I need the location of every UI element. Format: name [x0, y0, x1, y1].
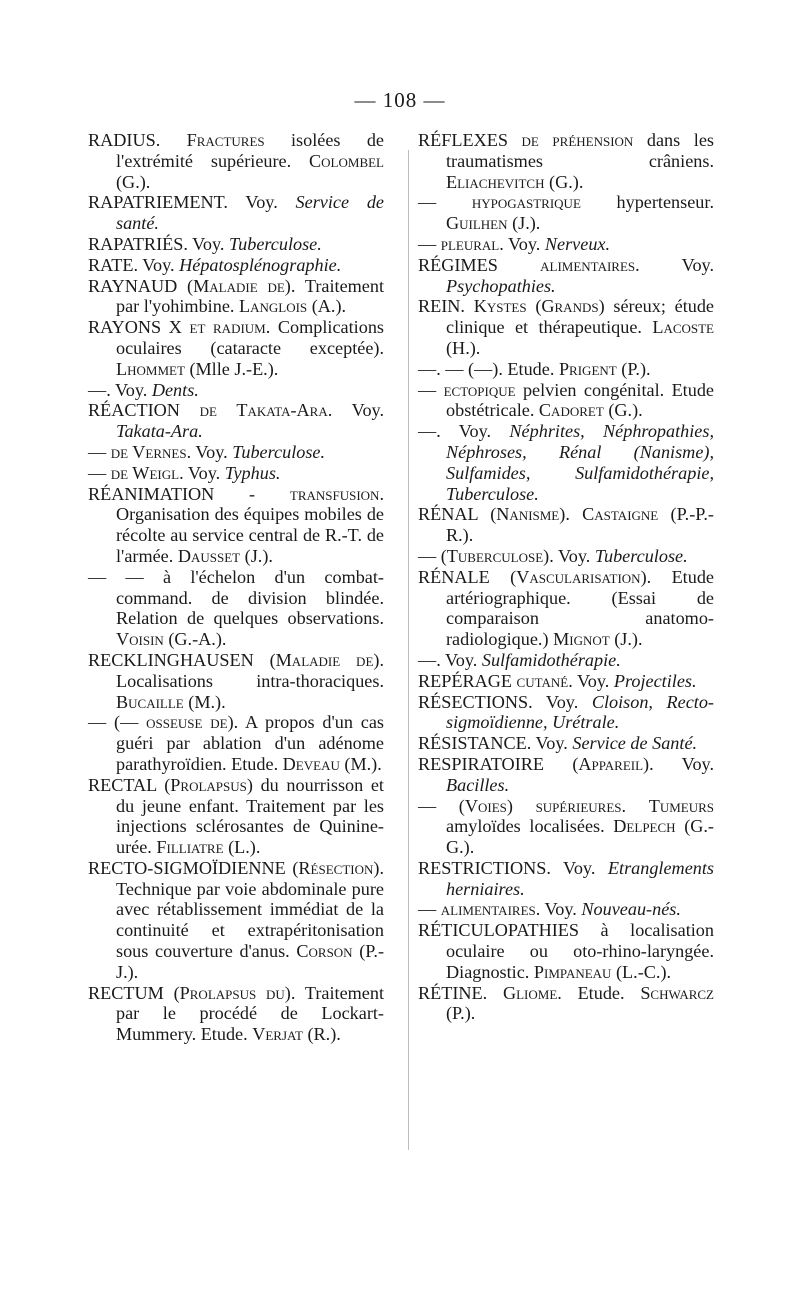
entry-text: osseuse de: [146, 712, 228, 733]
entry-text: séreux; étude clinique et thérapeutique.: [446, 296, 715, 338]
entry-text: RÉNALE (: [418, 566, 517, 587]
entry-text: Tuberculose.: [594, 545, 688, 566]
index-entry: [88, 442, 384, 463]
entry-text: ectopique: [443, 379, 516, 400]
entry-text: isolées de l'extrémité supérieure.: [116, 130, 384, 171]
index-entry: [88, 484, 384, 567]
entry-text: RECKLINGHAUSEN (: [88, 649, 276, 670]
entry-text: RATE. Voy.: [88, 254, 180, 275]
entry-text: —: [418, 192, 472, 213]
entry-text: Corson: [296, 941, 353, 962]
index-entry: [418, 234, 714, 255]
entry-text: Tuberculose: [446, 545, 544, 566]
entry-text: RESPIRATOIRE (: [418, 753, 579, 774]
entry-text: (Mlle J.-E.).: [184, 358, 279, 379]
entry-text: Dents.: [151, 379, 199, 400]
left-column: [88, 130, 384, 1045]
index-entry: [418, 380, 714, 422]
entry-text: Voisin: [116, 629, 164, 650]
index-entry: [418, 858, 714, 900]
entry-text: . Etude.: [557, 982, 641, 1003]
index-entry: [418, 920, 714, 982]
entry-text: (G.-A.).: [163, 629, 227, 650]
entry-text: Nerveux.: [544, 233, 611, 254]
index-entry: [88, 463, 384, 484]
entry-text: transfusion: [289, 483, 380, 504]
entry-text: . Voy.: [179, 462, 225, 483]
entry-text: — (: [418, 795, 465, 816]
entry-text: RECTO-SIGMOÏDIENNE (: [88, 857, 299, 878]
index-entry: [418, 421, 714, 504]
entry-text: RADIUS.: [88, 130, 187, 150]
entry-text: Service de Santé.: [572, 733, 698, 754]
index-entry: [88, 130, 384, 192]
entry-text: RAYNAUD (: [88, 275, 194, 296]
entry-text: (P.-J.).: [116, 941, 385, 982]
entry-text: . Voy.: [186, 441, 233, 462]
entry-text: (G.).: [544, 171, 584, 192]
entry-text: (L.-C.).: [611, 961, 672, 982]
entry-text: supérieures: [535, 795, 622, 816]
entry-text: Bucaille: [116, 691, 184, 712]
entry-text: RÉTINE.: [418, 982, 503, 1003]
entry-text: de Vernes: [110, 441, 187, 462]
entry-text: ) du nourrisson et du jeune enfant. Traitement par les injections sclérosantes de Quinine-urée.: [116, 774, 384, 858]
index-entry: [88, 192, 384, 234]
entry-text: dans les traumatismes crâniens.: [446, 130, 714, 171]
entry-text: —: [418, 379, 444, 400]
entry-text: ). A propos d'un cas guéri par ablation d'un adénome parathyroïdien. Etude.: [116, 712, 384, 774]
entry-text: Prolapsus du: [179, 982, 285, 1003]
entry-text: Tumeurs: [648, 795, 714, 816]
index-entry: [88, 276, 384, 318]
entry-text: Verjat: [252, 1024, 303, 1045]
entry-text: RAYONS X: [88, 317, 190, 338]
entry-text: alimentaires: [540, 254, 636, 275]
entry-text: Etranglements herniaires.: [446, 857, 714, 899]
entry-text: Guilhen: [446, 213, 508, 234]
entry-text: —. Voy.: [418, 649, 482, 670]
index-entry: [418, 296, 714, 358]
entry-text: RÉSECTIONS. Voy.: [418, 691, 592, 712]
entry-text: RECTAL (: [88, 774, 171, 795]
index-entry: [418, 983, 714, 1025]
entry-text: ).: [559, 504, 583, 525]
entry-text: . Voy.: [499, 233, 545, 254]
entry-text: RÉANIMATION -: [88, 483, 290, 504]
entry-text: (G.).: [116, 171, 151, 192]
index-entry: [418, 754, 714, 796]
entry-text: Service de santé.: [116, 192, 384, 234]
entry-text: Deveau: [282, 753, 340, 774]
entry-text: Voies: [464, 795, 507, 816]
entry-text: Lacoste: [652, 317, 714, 338]
index-entry: [88, 650, 384, 712]
entry-text: RÉTICULOPATHIES à localisation oculaire ou oto-rhino-laryngée. Diagnostic.: [418, 920, 714, 982]
entry-text: RÉGIMES: [418, 254, 541, 275]
index-entry: [418, 899, 714, 920]
entry-text: Vascularisation: [516, 566, 641, 587]
entry-text: RAPATRIEMENT. Voy.: [88, 192, 296, 213]
entry-text: —. — (—). Etude.: [418, 358, 559, 379]
entry-text: Néphrites, Néphropathies, Néphroses, Rénal (Nanisme), Sulfamides, Sulfamidothérapie, Tuberculose.: [446, 421, 714, 504]
entry-text: Delpech: [613, 816, 676, 837]
entry-text: (G.-G.).: [446, 816, 714, 858]
entry-text: ). Voy.: [643, 753, 714, 774]
entry-text: cutané: [516, 670, 569, 691]
entry-text: hypertenseur.: [580, 192, 714, 213]
entry-text: Résection: [298, 857, 374, 878]
entry-text: Dausset: [177, 545, 241, 566]
entry-text: Tuberculose.: [229, 233, 322, 254]
entry-text: ). Technique par voie abdominale pure avec rétablissement immédiat de la continuité et extrapéritonisation sous couverture d'anus.: [116, 857, 384, 962]
entry-text: (P.).: [446, 1003, 476, 1024]
entry-text: (M.).: [339, 753, 382, 774]
column-divider: [408, 150, 409, 1150]
entry-text: (J.).: [507, 213, 541, 234]
entry-text: (L.).: [223, 837, 261, 858]
entry-text: pleural: [440, 233, 500, 254]
entry-text: Bacilles.: [446, 774, 510, 795]
entry-text: —: [418, 899, 441, 920]
index-entry: [418, 796, 714, 858]
entry-text: — (—: [88, 712, 147, 733]
entry-text: (H.).: [446, 337, 481, 358]
entry-text: Colombel: [309, 150, 384, 171]
entry-text: . Complications oculaires (cataracte exceptée).: [116, 317, 384, 358]
entry-text: (P.).: [616, 358, 651, 379]
entry-text: —: [418, 233, 441, 254]
entry-text: RÉACTION: [88, 400, 200, 421]
page-number: — 108 —: [354, 88, 446, 112]
entry-text: Prolapsus: [170, 774, 247, 795]
entry-text: amyloïdes localisées.: [446, 816, 614, 837]
entry-text: Pimpaneau: [533, 961, 612, 982]
entry-text: RÉSISTANCE. Voy.: [418, 733, 573, 754]
entry-text: (J.).: [609, 629, 643, 650]
index-entry: [88, 712, 384, 774]
entry-text: RESTRICTIONS. Voy.: [418, 857, 608, 878]
entry-text: REPÉRAGE: [418, 670, 517, 691]
index-entry: [88, 983, 384, 1045]
index-entry: [418, 130, 714, 192]
entry-text: Tuberculose.: [232, 441, 326, 462]
index-entry: [418, 359, 714, 380]
entry-text: Projectiles.: [613, 670, 697, 691]
index-entry: [418, 692, 714, 734]
entry-text: RAPATRIÉS. Voy.: [88, 233, 230, 254]
entry-text: Maladie de: [193, 275, 285, 296]
entry-text: Castaigne: [582, 504, 659, 525]
entry-text: (G.).: [603, 400, 643, 421]
index-entry: [88, 567, 384, 650]
index-entry: [88, 234, 384, 255]
entry-text: (R.).: [302, 1024, 341, 1045]
entry-text: Nanisme: [496, 504, 560, 525]
entry-text: (J.).: [240, 545, 273, 566]
entry-text: RÉFLEXES: [418, 130, 522, 150]
entry-text: . Voy.: [327, 400, 384, 421]
entry-text: ). Traitement par l'yohimbine.: [116, 275, 385, 317]
entry-text: ). Localisations intra-thoraciques.: [116, 649, 384, 691]
entry-text: Langlois: [239, 296, 308, 317]
entry-text: Gliome: [502, 982, 558, 1003]
entry-text: Fractures: [186, 130, 265, 150]
right-column: [418, 130, 714, 1024]
entry-text: —: [88, 462, 111, 483]
index-entry: [418, 733, 714, 754]
entry-text: Kystes (Grands): [473, 296, 605, 317]
index-entry: [88, 380, 384, 401]
index-entry: [418, 671, 714, 692]
entry-text: —. Voy.: [88, 379, 152, 400]
index-entry: [418, 650, 714, 671]
entry-text: Prigent: [558, 358, 617, 379]
entry-text: ). Etude artériographique. (Essai de comparaison anatomo-radiologique.): [446, 566, 714, 650]
entry-text: — — à l'échelon d'un combat-command. de division blindée. Relation de quelques observations.: [88, 566, 384, 629]
entry-text: . Voy.: [535, 899, 582, 920]
entry-text: ). Voy.: [543, 545, 595, 566]
entry-text: de Weigl: [110, 462, 180, 483]
entry-text: RECTUM (: [88, 982, 180, 1003]
index-entry: [88, 400, 384, 442]
entry-text: Schwarcz: [640, 982, 714, 1003]
entry-text: Appareil: [578, 753, 644, 774]
entry-text: hypogastrique: [471, 192, 581, 213]
entry-text: . Voy.: [635, 254, 714, 275]
entry-text: alimentaires: [440, 899, 536, 920]
index-entry: [88, 255, 384, 276]
entry-text: Psychopathies.: [446, 275, 556, 296]
entry-text: Hépatosplénographie.: [179, 254, 342, 275]
entry-text: . Voy.: [568, 670, 614, 691]
entry-text: . Organisation des équipes mobiles de récolte au service central de R.-T. de l'armée.: [116, 483, 384, 566]
entry-text: ). Traitement par le procédé de Lockart-Mummery. Etude.: [116, 982, 385, 1045]
index-entry: [418, 504, 714, 546]
entry-text: Typhus.: [224, 462, 281, 483]
entry-text: Cadoret: [538, 400, 604, 421]
entry-text: de Takata-Ara: [199, 400, 328, 421]
entry-text: et radium: [189, 317, 266, 338]
index-entry: [418, 255, 714, 297]
entry-text: —. Voy.: [418, 421, 510, 442]
entry-text: —: [88, 441, 111, 462]
entry-text: Mignot: [553, 629, 610, 650]
entry-text: REIN.: [418, 296, 474, 317]
entry-text: Eliachevitch: [446, 171, 545, 192]
entry-text: Cloison, Recto-sigmoïdienne, Urétrale.: [446, 691, 714, 733]
entry-text: — (: [418, 545, 447, 566]
index-entry: [88, 775, 384, 858]
entry-text: Lhommet: [116, 358, 185, 379]
index-entry: [88, 317, 384, 379]
entry-text: Sulfamidothérapie.: [481, 649, 621, 670]
entry-text: Nouveau-nés.: [581, 899, 681, 920]
entry-text: Maladie de: [275, 649, 374, 670]
index-entry: [418, 567, 714, 650]
index-entry: [418, 192, 714, 234]
entry-text: Filliatre: [156, 837, 224, 858]
entry-text: Takata-Ara.: [116, 421, 203, 442]
entry-text: de préhension: [521, 130, 634, 150]
entry-text: RÉNAL (: [418, 504, 497, 525]
entry-text: (A.).: [307, 296, 347, 317]
entry-text: .: [621, 795, 649, 816]
entry-text: pelvien congénital. Etude obstétricale.: [446, 379, 714, 421]
index-entry: [418, 546, 714, 567]
entry-text: ): [506, 795, 536, 816]
index-entry: [88, 858, 384, 983]
entry-text: (M.).: [183, 691, 226, 712]
entry-text: (P.-P.-R.).: [446, 504, 714, 546]
